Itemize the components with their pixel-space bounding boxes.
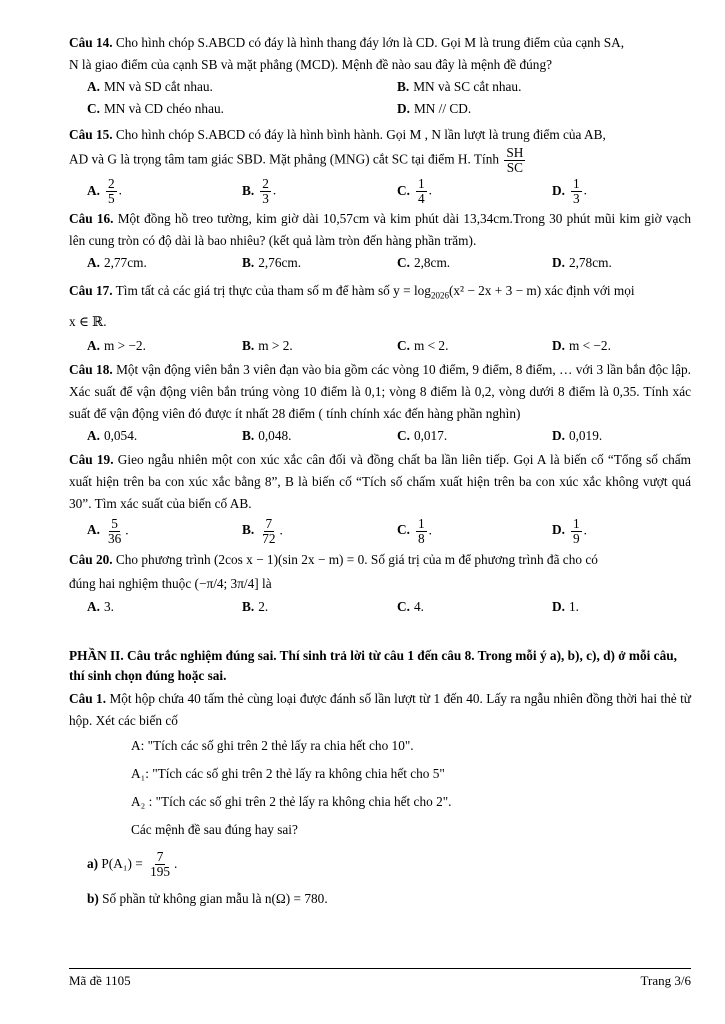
option-c: C. $\frac{1}{4}$ . xyxy=(397,176,432,206)
option-c: C. m < 2. xyxy=(397,337,449,353)
page-footer xyxy=(69,968,691,989)
question-number: Câu 20. xyxy=(69,551,113,567)
option-b: B. 2,76cm. xyxy=(242,255,302,270)
options-row xyxy=(69,177,691,206)
question-17 xyxy=(69,278,691,335)
option-a: A. MN và SD cắt nhau. xyxy=(87,79,213,94)
event-a1: A₁: "Tích các số ghi trên 2 thẻ lấy ra không chia hết cho 5" xyxy=(131,765,445,781)
option-d: D. 2,78cm. xyxy=(552,255,612,270)
option-b: B. 2. xyxy=(242,598,269,614)
question-number: Câu 14. xyxy=(69,35,113,50)
question-text: Cho phương trình (2cos x − 1)(sin 2x − m) = 0. Số giá trị của m để phương trình đã cho có xyxy=(112,551,598,567)
option-d: D. 0,019. xyxy=(552,427,603,443)
option-a: A. $\frac{5}{36}$ . xyxy=(87,515,129,546)
question-15 xyxy=(69,124,691,175)
question-text: N là giao điểm của cạnh SB và mặt phẳng (MCD). Mệnh đề nào sau đây là mệnh đề đúng? xyxy=(69,57,552,72)
event-a2: A₂ : "Tích các số ghi trên 2 thẻ lấy ra không chia hết cho 2". xyxy=(131,793,452,809)
page-number: Trang 3/6 xyxy=(640,973,691,988)
option-c: C. $\frac{1}{8}$ . xyxy=(397,515,432,546)
question-16 xyxy=(69,208,691,252)
event-a: A: "Tích các số ghi trên 2 thẻ lấy ra chia hết cho 10". xyxy=(131,737,414,753)
option-a: A. 3. xyxy=(87,598,114,614)
log-base: 2026 xyxy=(430,290,449,301)
question-text: Cho hình chóp S.ABCD có đáy là hình bình hành. Gọi M , N lần lượt là trung điểm của AB, xyxy=(112,127,606,142)
section-heading: PHẦN II. Câu trắc nghiệm đúng sai. Thí sinh trả lời từ câu 1 đến câu 8. Trong mỗi ý a), b), c), d) ở mỗi câu, thí sinh chọn đúng hoặc sai. xyxy=(69,647,677,683)
option-b: B. $\frac{2}{3}$ . xyxy=(242,176,277,206)
question-20 xyxy=(69,548,691,596)
options-row xyxy=(69,596,691,618)
options-row xyxy=(69,98,691,120)
option-a: A. 0,054. xyxy=(87,427,138,443)
options-row xyxy=(69,517,691,546)
question-14 xyxy=(69,32,691,76)
statement-b: b) Số phần tử không gian mẫu là n(Ω) = 780. xyxy=(87,890,328,906)
question-18 xyxy=(69,359,691,425)
question-number: Câu 16. xyxy=(69,211,114,226)
option-b: B. MN và SC cắt nhau. xyxy=(397,79,522,94)
option-a: A. $\frac{2}{5}$ . xyxy=(87,176,122,206)
question-text: Tìm tất cả các giá trị thực của tham số m để hàm số y = log xyxy=(112,283,431,298)
option-c: C. 4. xyxy=(397,598,424,614)
question-text: Gieo ngẫu nhiên một con xúc xắc cân đối và đồng chất ba lần liên tiếp. Gọi A là biến cố “Tổng số chấm xuất hiện trên ba con xúc xắc bằng 8”, B là biến cố “Tích số chấm xuất hiện trên ba con xúc xắc không vượt quá 30”. Tìm xác suất của biến cố AB. xyxy=(69,451,691,511)
question-text: Một hộp chứa 40 tấm thẻ cùng loại được đánh số lần lượt từ 1 đến 40. Lấy ra ngẫu nhiên đồng thời hai thẻ từ hộp. Xét các biến cố xyxy=(69,690,692,728)
option-b: B. $\frac{7}{72}$ . xyxy=(242,515,283,546)
options-row xyxy=(69,76,691,98)
statement-a: a) P(A₁) = $\frac{7}{195}$ . xyxy=(87,849,178,880)
question-number: Câu 17. xyxy=(69,283,113,298)
question-number: Câu 15. xyxy=(69,127,113,142)
question-text: Một đồng hồ treo tường, kim giờ dài 10,57cm và kim phút dài 13,34cm.Trong 30 phút mũi kim giờ vạch lên cung tròn có độ dài là bao nhiêu? (kết quả làm tròn đến hàng phần trăm). xyxy=(69,211,691,248)
option-d: D. m < −2. xyxy=(552,337,611,353)
option-d: D. MN // CD. xyxy=(397,101,472,116)
options-row xyxy=(69,335,691,357)
options-row xyxy=(69,425,691,447)
option-d: D. 1. xyxy=(552,598,579,614)
question-text: Một vận động viên bắn 3 viên đạn vào bia gồm các vòng 10 điểm, 9 điểm, 8 điểm, … với 3 lần bắn độc lập. Xác suất để vận động viên bắn trúng vòng 10 điểm là 0,1; vòng 8 điểm là 0,2, vòng dưới 8 điểm là 0,35. Tính xác suất để vận động viên đó được ít nhất 28 điểm ( tính chính xác đến hàng phần nghìn) xyxy=(69,361,691,421)
option-b: B. 0,048. xyxy=(242,427,292,443)
option-d: D. $\frac{1}{3}$ . xyxy=(552,176,587,206)
ratio-fraction: $\frac{SH}{SC}$ xyxy=(506,145,524,175)
option-c: C. 2,8cm. xyxy=(397,255,451,270)
option-d: D. $\frac{1}{9}$ . xyxy=(552,515,587,546)
statements-prompt: Các mệnh đề sau đúng hay sai? xyxy=(131,821,298,837)
options-row xyxy=(69,252,691,274)
question-19 xyxy=(69,449,691,515)
option-c: C. MN và CD chéo nhau. xyxy=(87,101,224,116)
question-text: đúng hai nghiệm thuộc (−π/4; 3π/4] là xyxy=(69,575,272,591)
question-number: Câu 18. xyxy=(69,361,113,377)
part2-question-1 xyxy=(69,688,691,732)
option-c: C. 0,017. xyxy=(397,427,448,443)
question-text: (x² − 2x + 3 − m) xác định với mọi xyxy=(448,283,635,298)
option-a: A. m > −2. xyxy=(87,337,146,353)
option-b: B. m > 2. xyxy=(242,337,293,353)
question-number: Câu 19. xyxy=(69,451,114,467)
question-text: x ∈ ℝ. xyxy=(69,313,107,329)
question-text: AD và G là trọng tâm tam giác SBD. Mặt phẳng (MNG) cắt SC tại điểm H. Tính xyxy=(69,151,499,167)
option-a: A. 2,77cm. xyxy=(87,255,147,270)
question-number: Câu 1. xyxy=(69,690,107,706)
exam-page xyxy=(69,32,691,914)
question-text: Cho hình chóp S.ABCD có đáy là hình thang đáy lớn là CD. Gọi M là trung điểm của cạnh SA, xyxy=(112,35,625,50)
exam-code: Mã đề 1105 xyxy=(69,973,131,988)
